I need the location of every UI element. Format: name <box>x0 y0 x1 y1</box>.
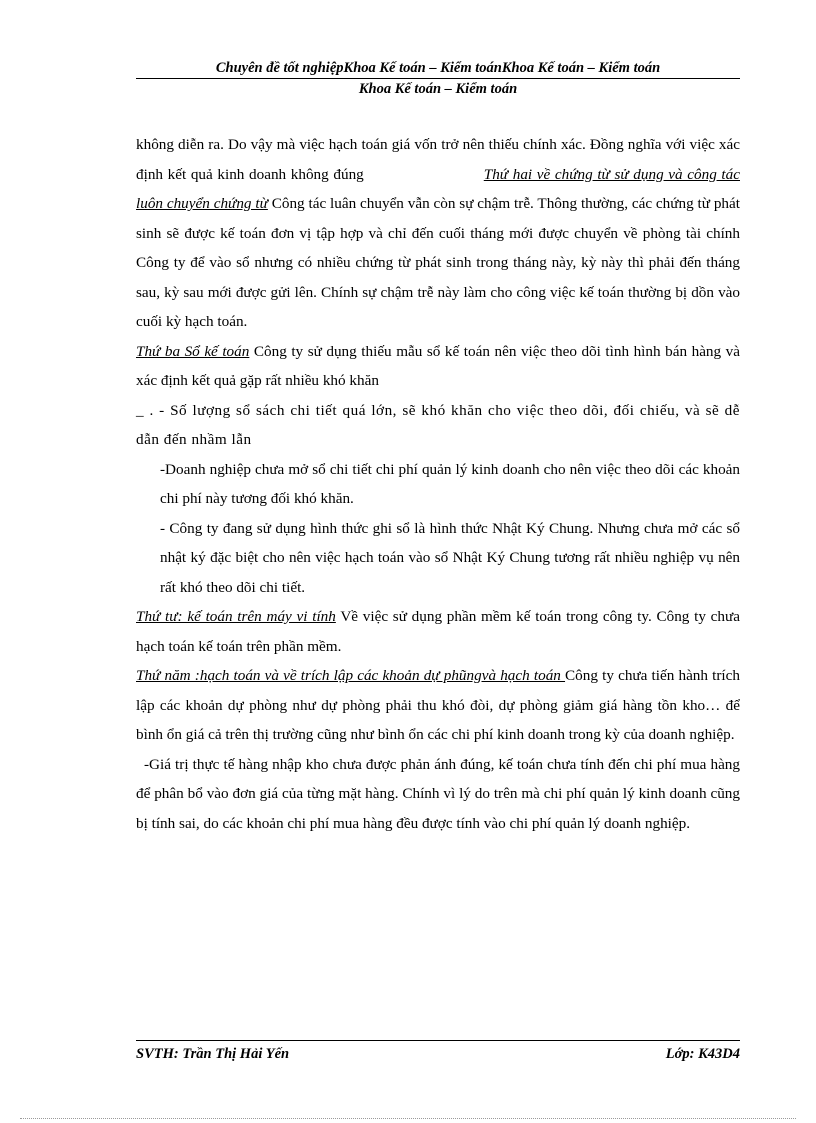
page-footer <box>136 1040 740 1064</box>
class-code: Lớp: K43D4 <box>665 1046 740 1062</box>
header-rule <box>136 78 740 79</box>
header-line-2: Khoa Kế toán – Kiểm toán <box>358 81 518 97</box>
footer-row <box>136 1044 740 1064</box>
footer-rule <box>136 1040 740 1041</box>
paragraph-2-lead: Thứ hai về chứng từ sử dụng và công tác luôn chuyển chứng từ <box>136 165 740 212</box>
paragraph-7-text: Về việc sử dụng phần mềm kế toán trong công ty. Công ty chưa hạch toán kế toán trên phần mềm. <box>136 608 740 655</box>
paragraph-3-lead: Thứ ba Sổ kế toán <box>136 342 250 360</box>
header-line-1: Chuyên đề tốt nghiệpKhoa Kế toán – Kiểm toánKhoa Kế toán – Kiểm toán <box>215 60 661 76</box>
paragraph-1 <box>136 130 740 337</box>
student-name: SVTH: Trần Thị Hải Yến <box>136 1046 290 1062</box>
paragraph-2-text: Công tác luân chuyển vẫn còn sự chậm trễ. Thông thường, các chứng từ phát sinh sẽ được kế toán đơn vị tập hợp và chỉ đến cuối tháng mới được chuyển về phòng tài chính Công ty để vào sổ nhưng có nhiều chứng từ phát sinh trong tháng này, kỳ này thì phải đến tháng sau, kỳ sau mới được gửi lên. Chính sự chậm trễ này làm cho công việc kế toán thường bị dồn vào cuối kỳ hạch toán. <box>136 195 740 330</box>
paragraph-7 <box>136 602 740 661</box>
paragraph-7-lead: Thứ tư: kế toán trên máy vi tính <box>136 608 336 625</box>
paragraph-6: - Công ty đang sử dụng hình thức ghi sổ là hình thức Nhật Ký Chung. Nhưng chưa mở các sổ nhật ký đặc biệt cho nên việc hạch toán vào sổ Nhật Ký Chung tương rất nhiều nghiệp vụ nên rất khó theo dõi chi tiết. <box>160 519 740 596</box>
paragraph-5: -Doanh nghiệp chưa mở sổ chi tiết chi phí quản lý kinh doanh cho nên việc theo dõi các khoản chi phí này tương đối khó khăn. <box>160 460 740 507</box>
paragraph-3 <box>136 337 740 396</box>
paragraph-9: -Giá trị thực tế hàng nhập kho chưa được phản ánh đúng, kế toán chưa tính đến chi phí mua hàng để phân bổ vào đơn giá của từng mặt hàng. Chính vì lý do trên mà chi phí quản lý kinh doanh cũng bị tính sai, do các khoản chi phí mua hàng đều được tính vào chi phí quản lý doanh nghiệp. <box>136 755 740 832</box>
paragraph-3-text: Công ty sử dụng thiếu mẫu sổ kế toán nên việc theo dõi tình hình bán hàng và xác định kết quả gặp rất nhiều khó khăn <box>136 342 740 389</box>
paragraph-8 <box>136 661 740 750</box>
paragraph-4: _ . - Số lượng sổ sách chi tiết quá lớn, sẽ khó khăn cho việc theo dõi, đối chiếu, và sẽ dễ dẫn đến nhầm lẫn <box>136 401 740 448</box>
page-bottom-dotted-line <box>20 1118 796 1119</box>
page-header <box>136 58 740 97</box>
paragraph-1-text: không diễn ra. Do vậy mà việc hạch toán giá vốn trở nên thiếu chính xác. Đồng nghĩa với việc xác định kết quả kinh doanh không đúng <box>136 136 740 183</box>
paragraph-8-text: Công ty chưa tiến hành trích lập các khoản dự phòng như dự phòng phải thu khó đòi, dự phòng giảm giá hàng tồn kho… để bình ổn giá cả trên thị trường cũng như bình ổn các chi phí kinh doanh trong kỳ của doanh nghiệp. <box>136 667 740 743</box>
paragraph-8-lead: Thứ năm :hạch toán và về trích lập các khoản dự phũngvà hạch toán <box>136 667 566 684</box>
body-text <box>136 130 740 838</box>
